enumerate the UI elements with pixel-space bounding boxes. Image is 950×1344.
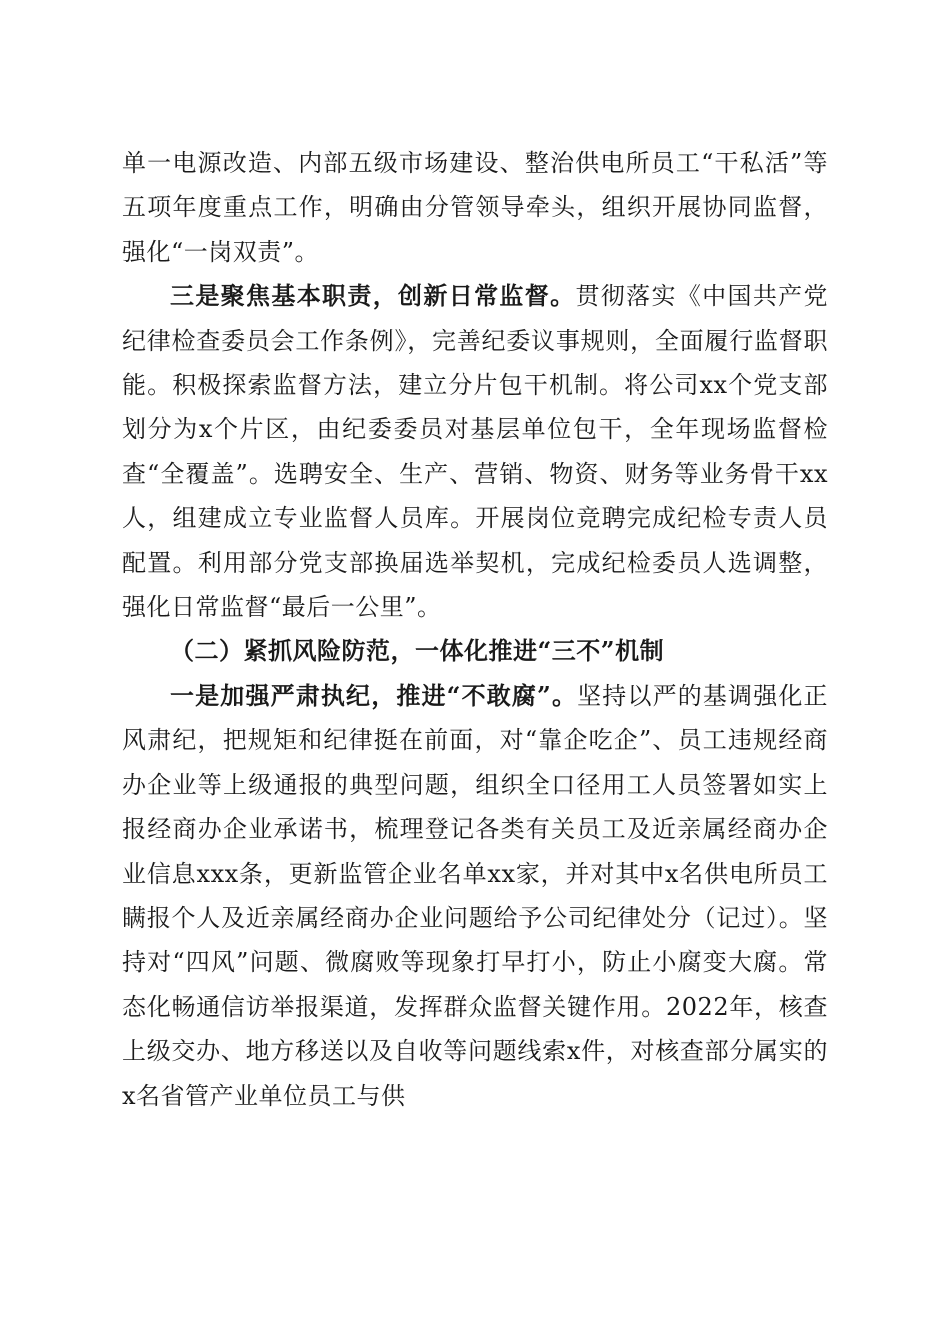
section-heading: （二）紧抓风险防范，一体化推进“三不”机制	[170, 636, 665, 666]
paragraph-body: 贯彻落实《中国共产党纪律检查委员会工作条例》，完善纪委议事规则，全面履行监督职能。积极探索监督方法，建立分片包干机制。将公司xx个党支部划分为x个片区，由纪委委员对基层单位包干，全年现场监督检查“全覆盖”。选聘安全、生产、营销、物资、财务等业务骨干xx人，组建成立专业监督人员库。开展岗位竞聘完成纪检专责人员配置。利用部分党支部换届选举契机，完成纪检委员人选调整，强化日常监督“最后一公里”。	[122, 282, 829, 622]
paragraph-body: 坚持以严的基调强化正风肃纪，把规矩和纪律挺在前面，对“靠企吃企”、员工违规经商办企业等上级通报的典型问题，组织全口径用工人员签署如实上报经商办企业承诺书，梳理登记各类有关员工及近亲属经商办企业信息xxx条，更新监管企业名单xx家，并对其中x名供电所员工瞒报个人及近亲属经商办企业问题给予公司纪律处分（记过）。坚持对“四风”问题、微腐败等现象打早打小，防止小腐变大腐。常态化畅通信访举报渠道，发挥群众监督关键作用。2022年，核查上级交办、地方移送以及自收等问题线索x件，对核查部分属实的x名省管产业单位员工与供	[122, 681, 829, 1110]
document-body	[122, 141, 828, 1118]
paragraph-body: 单一电源改造、内部五级市场建设、整治供电所员工“干私活”等五项年度重点工作，明确由分管领导牵头，组织开展协同监督，强化“一岗双责”。	[122, 149, 828, 266]
paragraph-daily-supervision	[122, 274, 828, 629]
paragraph-lead: 一是加强严肃执纪，推进“不敢腐”。	[170, 680, 578, 710]
paragraph-lead: 三是聚焦基本职责，创新日常监督。	[170, 281, 576, 311]
paragraph-continuation	[122, 141, 828, 274]
paragraph-strict-discipline	[122, 674, 828, 1118]
